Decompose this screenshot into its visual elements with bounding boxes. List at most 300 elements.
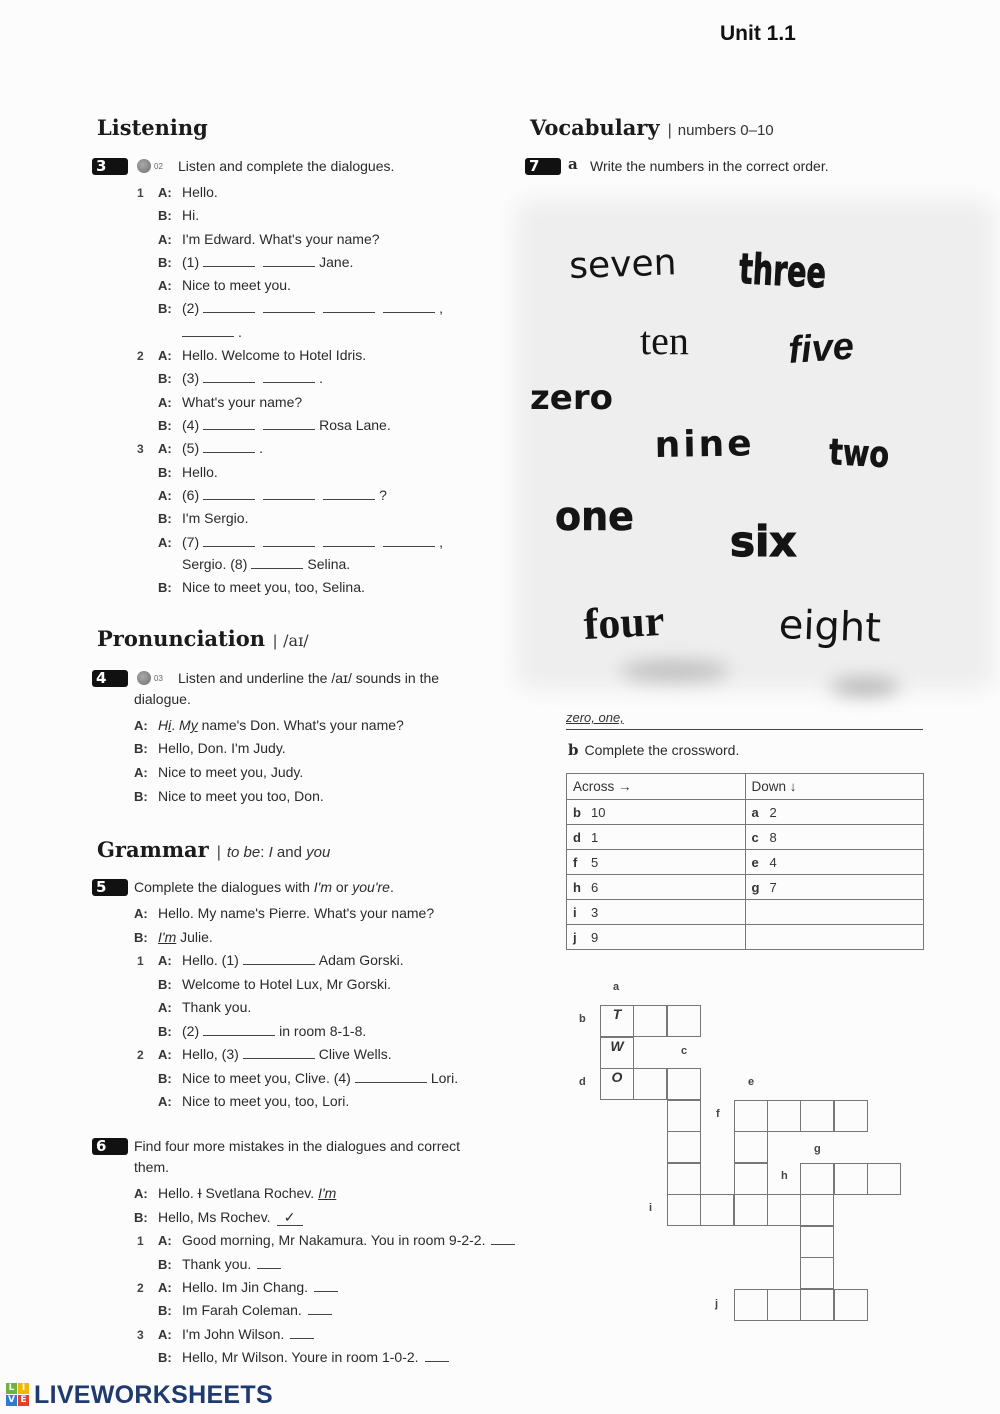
dialogue-text: . <box>238 324 242 340</box>
crossword-cell[interactable] <box>834 1289 868 1321</box>
shadow-decoration <box>620 660 730 682</box>
speaker-label: A: <box>158 1280 172 1295</box>
speaker-label: A: <box>158 348 172 363</box>
dialogue-text: Hello. <box>158 1185 198 1201</box>
dialogue-line <box>134 903 434 923</box>
speaker-label: B: <box>134 789 148 804</box>
dialogue-text: Nice to meet you too, Don. <box>158 788 324 804</box>
dialogue-line <box>134 1230 519 1250</box>
dialogue-text: Nice to meet you, Judy. <box>158 764 304 780</box>
dialogue-text: Good morning, Mr Nakamura. You in room 9-2-2. <box>182 1232 486 1248</box>
speaker-label: B: <box>158 1303 172 1318</box>
across-clue <box>567 850 746 875</box>
number-word: eight <box>778 602 882 652</box>
dialogue-text: (3) <box>182 370 200 386</box>
answer-blank[interactable] <box>203 370 255 383</box>
number-word: zero <box>530 378 613 418</box>
dialogue-text: (1) <box>182 254 200 270</box>
across-clue <box>567 925 746 950</box>
sub-italic: I <box>268 844 273 861</box>
heading-sub: /aɪ/ <box>283 631 309 650</box>
dialogue-number: 3 <box>137 442 144 456</box>
dialogue-line <box>134 762 303 782</box>
dialogue-text: Nice to meet you. <box>182 277 291 293</box>
down-clue <box>745 875 924 900</box>
number-word: nine <box>654 423 756 466</box>
target-word: M <box>179 717 191 733</box>
dialogue-text: Welcome to Hotel Lux, Mr Gorski. <box>182 976 392 992</box>
speaker-label: A: <box>158 395 172 410</box>
clue-key: c <box>751 829 759 845</box>
track-number: 03 <box>154 674 163 683</box>
clue-value: 8 <box>769 829 777 845</box>
divider: | <box>273 633 278 650</box>
section-heading-vocabulary <box>530 115 774 141</box>
checkmark-icon: ✓ <box>277 1209 303 1226</box>
crossword-cell[interactable] <box>767 1194 801 1226</box>
logo-letter-icon: L <box>6 1383 17 1394</box>
underlined-sound: y <box>190 717 198 733</box>
answer-blank[interactable] <box>355 1070 427 1083</box>
track-number: 02 <box>154 162 163 171</box>
answer-blank[interactable] <box>263 487 315 500</box>
dialogue-text: Hello. <box>182 464 218 480</box>
answer-blank[interactable] <box>257 1256 281 1269</box>
dialogue-text: Hello, Don. I'm Judy. <box>158 740 286 756</box>
clue-key: d <box>573 829 581 845</box>
sub-text: and <box>272 844 307 861</box>
number-word: four <box>582 595 666 650</box>
number-order-answer-line[interactable] <box>566 710 923 730</box>
divider: | <box>667 122 672 139</box>
underlined-sound: i <box>168 717 172 733</box>
dialogue-text: Hello. (1) <box>182 952 239 968</box>
crossword-label-g: g <box>814 1143 821 1155</box>
dialogue-line <box>134 1207 303 1227</box>
answer-blank[interactable] <box>203 417 255 430</box>
unit-label: Unit 1.1 <box>720 22 796 45</box>
dialogue-line <box>134 322 242 342</box>
dialogue-text: Hello. Welcome to Hotel Idris. <box>182 347 367 363</box>
crossword-cell[interactable] <box>667 1068 701 1100</box>
answer-blank[interactable] <box>203 440 255 453</box>
logo-letter-icon: V <box>6 1395 17 1406</box>
dialogue-text: Jane. <box>319 254 354 270</box>
clue-key: i <box>573 904 577 920</box>
dialogue-text: Rosa Lane. <box>319 417 391 433</box>
dialogue-line <box>134 786 324 806</box>
dialogue-text: ? <box>379 487 387 503</box>
answer-blank[interactable] <box>251 556 303 569</box>
heading-text: Grammar <box>97 837 209 862</box>
crossword-cell[interactable] <box>800 1163 834 1195</box>
crossword-cell[interactable] <box>800 1100 834 1132</box>
speaker-label: B: <box>158 1257 172 1272</box>
dialogue-line <box>134 1183 336 1203</box>
down-clue <box>745 800 924 825</box>
down-clue <box>745 850 924 875</box>
dialogue-line <box>134 1068 458 1088</box>
answer-blank[interactable] <box>323 300 375 313</box>
dialogue-line <box>134 229 380 249</box>
clues-header-row <box>567 774 924 800</box>
speaker-label: A: <box>158 232 172 247</box>
exercise-instruction: Write the numbers in the correct order. <box>590 158 829 174</box>
heading-text: Vocabulary <box>530 115 660 140</box>
dialogue-line <box>134 577 365 597</box>
speaker-label: B: <box>158 255 172 270</box>
exercise-badge-5: 5 <box>92 879 128 896</box>
dialogue-text: What's your name? <box>182 394 303 410</box>
crossword-cell[interactable] <box>600 1005 634 1037</box>
crossword-cell[interactable] <box>767 1100 801 1132</box>
dialogue-line <box>134 462 218 482</box>
dialogue-text: Selina. <box>307 556 351 572</box>
answer-blank[interactable] <box>383 534 435 547</box>
heading-sub <box>227 844 330 861</box>
dialogue-text: I'm Sergio. <box>182 510 249 526</box>
answer-blank[interactable] <box>263 417 315 430</box>
answer-blank[interactable] <box>263 534 315 547</box>
speaker-label: A: <box>134 765 148 780</box>
clue-row <box>567 850 924 875</box>
dialogue-text: (5) <box>182 440 200 456</box>
dialogue-number: 2 <box>137 1281 144 1295</box>
crossword-cell[interactable] <box>600 1068 634 1100</box>
exercise-instruction: Listen and complete the dialogues. <box>178 158 395 174</box>
instruction-option: I'm <box>313 879 333 895</box>
correction-example: I'm <box>318 1185 337 1201</box>
dialogue-line <box>134 1347 453 1367</box>
dialogue-text: Thank you. <box>182 999 252 1015</box>
crossword-cell[interactable] <box>734 1100 768 1132</box>
dialogue-line <box>134 1324 318 1344</box>
speaker-label: A: <box>158 1094 172 1109</box>
crossword-label-d: d <box>579 1076 586 1088</box>
clue-value: 2 <box>769 804 777 820</box>
dialogue-line <box>134 1021 366 1041</box>
across-clue <box>567 800 746 825</box>
speaker-label: B: <box>158 465 172 480</box>
crossword-cell[interactable] <box>667 1163 701 1195</box>
dialogue-number: 1 <box>137 1234 144 1248</box>
dialogue-line <box>134 392 302 412</box>
across-clue <box>567 825 746 850</box>
speaker-label: B: <box>134 1210 148 1225</box>
crossword-cell[interactable] <box>800 1257 834 1289</box>
speaker-label: A: <box>158 278 172 293</box>
logo-letter-icon: E <box>18 1395 29 1406</box>
dialogue-text: Clive Wells. <box>318 1046 392 1062</box>
clue-value: 6 <box>591 879 599 895</box>
dialogue-text: I'm John Wilson. <box>182 1326 285 1342</box>
clue-value: 4 <box>769 854 777 870</box>
dialogue-line <box>134 974 391 994</box>
speaker-label: A: <box>158 1047 172 1062</box>
crossword-cell[interactable] <box>867 1163 901 1195</box>
speaker-label: B: <box>158 511 172 526</box>
dialogue-line <box>134 205 199 225</box>
speaker-label: A: <box>158 185 172 200</box>
dialogue-text: Lori. <box>430 1070 459 1086</box>
answer-blank[interactable] <box>243 1046 315 1059</box>
number-word: seven <box>568 242 678 287</box>
dialogue-number: 3 <box>137 1328 144 1342</box>
shadow-decoration <box>830 678 900 696</box>
answer-start: zero, one, <box>566 710 624 725</box>
dialogue-line <box>134 1300 336 1320</box>
dialogue-text: Hello. <box>182 184 218 200</box>
crossword-label-a: a <box>613 981 620 993</box>
down-clue <box>745 925 924 950</box>
dialogue-text: Hello. Im Jin Chang. <box>182 1279 309 1295</box>
crossword-cell[interactable] <box>734 1163 768 1195</box>
answer-blank[interactable] <box>263 300 315 313</box>
clue-key: j <box>573 929 577 945</box>
crossword-cell[interactable] <box>834 1100 868 1132</box>
crossword-cell[interactable] <box>667 1131 701 1163</box>
logo-letter-icon: I <box>18 1383 29 1394</box>
section-heading-grammar <box>97 837 330 863</box>
answer-blank[interactable] <box>182 324 234 337</box>
crossword-cell[interactable] <box>734 1131 768 1163</box>
dialogue-line <box>134 532 443 552</box>
clue-key: e <box>751 854 759 870</box>
crossword-label-e: e <box>748 1076 755 1088</box>
clue-key: h <box>573 879 581 895</box>
dialogue-line <box>134 485 387 505</box>
speaker-label: A: <box>134 718 148 733</box>
number-word: two <box>828 432 891 477</box>
down-clue <box>745 900 924 925</box>
sub-italic: to be <box>226 844 261 861</box>
answer-blank[interactable] <box>243 952 315 965</box>
struck-word: I <box>197 1185 202 1201</box>
crossword-cell[interactable] <box>633 1068 667 1100</box>
answer-blank[interactable] <box>323 487 375 500</box>
answer-blank[interactable] <box>491 1232 515 1245</box>
instruction-option: you're <box>352 879 390 895</box>
answer-blank[interactable] <box>203 534 255 547</box>
dialogue-line <box>134 438 263 458</box>
dialogue-text: (2) <box>182 300 200 316</box>
dialogue-line <box>134 1044 392 1064</box>
number-word: six <box>730 517 797 566</box>
exercise-badge-3: 3 <box>92 158 128 175</box>
clue-value: 5 <box>591 854 599 870</box>
dialogue-line <box>134 554 350 574</box>
dialogue-line <box>134 252 353 272</box>
instruction-text: Complete the crossword. <box>584 742 740 758</box>
crossword-label-c: c <box>681 1045 688 1057</box>
crossword-cell[interactable] <box>767 1289 801 1321</box>
dialogue-number: 2 <box>137 1048 144 1062</box>
speaker-label: B: <box>158 208 172 223</box>
dialogue-line <box>134 715 404 735</box>
dialogue-line <box>134 927 213 947</box>
answer-blank[interactable] <box>308 1302 332 1315</box>
answer-blank[interactable] <box>203 487 255 500</box>
sub-text: : <box>260 844 269 861</box>
dialogue-text: , <box>439 300 444 316</box>
speaker-label: B: <box>158 977 172 992</box>
crossword-cell[interactable] <box>700 1194 734 1226</box>
dialogue-line <box>134 415 391 435</box>
speaker-label: A: <box>158 1233 172 1248</box>
dialogue-text: Hello, (3) <box>182 1046 239 1062</box>
instruction-text: Complete the dialogues with <box>134 879 314 895</box>
speaker-label: B: <box>134 741 148 756</box>
answer-blank[interactable] <box>203 254 255 267</box>
exercise-instruction: Listen and underline the /aɪ/ sounds in the dialogue. <box>134 670 440 707</box>
clue-value: 3 <box>591 904 599 920</box>
clue-value: 7 <box>769 879 777 895</box>
down-header: Down ↓ <box>745 774 924 800</box>
crossword-cell[interactable] <box>667 1005 701 1037</box>
heading-sub: numbers 0–10 <box>677 122 774 139</box>
crossword-label-i: i <box>649 1202 653 1214</box>
dialogue-line <box>134 1277 342 1297</box>
dialogue-line <box>134 508 248 528</box>
answer-blank[interactable] <box>290 1326 314 1339</box>
dialogue-text: I'm Edward. What's your name? <box>182 231 380 247</box>
crossword-cell[interactable] <box>734 1194 768 1226</box>
number-word: five <box>787 325 856 373</box>
across-header: Across → <box>567 774 746 800</box>
speaker-label: B: <box>158 418 172 433</box>
dialogue-text: , <box>439 534 444 550</box>
speaker-label: B: <box>158 301 172 316</box>
clues-table <box>566 773 924 950</box>
dialogue-line <box>134 298 443 318</box>
heading-text: Listening <box>97 115 208 140</box>
number-word: one <box>555 494 634 540</box>
crossword-cell[interactable] <box>667 1194 701 1226</box>
dialogue-text: Hi. <box>182 207 200 223</box>
heading-text: Pronunciation <box>97 626 265 651</box>
dialogue-number: 1 <box>137 954 144 968</box>
speaker-label: B: <box>158 1024 172 1039</box>
speaker-label: A: <box>158 953 172 968</box>
dialogue-line <box>134 997 251 1017</box>
answer-blank[interactable] <box>203 300 255 313</box>
dialogue-line <box>134 345 366 365</box>
exercise-instruction <box>134 877 394 898</box>
speaker-label: A: <box>134 906 148 921</box>
answer-blank[interactable] <box>323 534 375 547</box>
prefilled-letter: O <box>611 1069 623 1085</box>
clue-row <box>567 925 924 950</box>
dialogue-text: (6) <box>182 487 200 503</box>
dialogue-text: Sergio. (8) <box>182 556 248 572</box>
clue-value: 9 <box>591 929 599 945</box>
clue-key: f <box>573 854 578 870</box>
crossword-cell[interactable] <box>734 1289 768 1321</box>
dialogue-text: in room 8-1-8. <box>279 1023 367 1039</box>
dialogue-text: Adam Gorski. <box>318 952 404 968</box>
logo-text: LIVEWORKSHEETS <box>34 1381 273 1409</box>
clue-key: a <box>751 804 759 820</box>
clue-row <box>567 800 924 825</box>
answer-blank[interactable] <box>383 300 435 313</box>
clue-key: g <box>751 879 760 895</box>
crossword-label-h: h <box>781 1170 788 1182</box>
sub-italic: you <box>306 844 331 861</box>
crossword-cell[interactable] <box>667 1100 701 1132</box>
cd-audio-icon[interactable] <box>137 159 151 173</box>
dialogue-text: Hello, Ms Rochev. <box>158 1209 271 1225</box>
crossword-label-b: b <box>579 1013 586 1025</box>
dialogue-text: Thank you. <box>182 1256 252 1272</box>
exercise-badge-6: 6 <box>92 1138 128 1155</box>
answer-blank[interactable] <box>263 370 315 383</box>
speaker-label: A: <box>158 1000 172 1015</box>
dialogue-text: Nice to meet you, Clive. (4) <box>182 1070 351 1086</box>
answer-blank[interactable] <box>263 254 315 267</box>
answer-blank[interactable] <box>314 1279 338 1292</box>
dialogue-text: (4) <box>182 417 200 433</box>
speaker-label: B: <box>158 371 172 386</box>
crossword-cell[interactable] <box>600 1037 634 1069</box>
dialogue-text: Hello. My name's Pierre. What's your name? <box>158 905 435 921</box>
dialogue-text: Svetlana Rochev. <box>201 1185 319 1201</box>
crossword-label-j: j <box>715 1298 719 1310</box>
number-word: ten <box>640 318 689 363</box>
answer-blank[interactable] <box>425 1349 449 1362</box>
answer-blank[interactable] <box>203 1023 275 1036</box>
crossword-cell[interactable] <box>834 1163 868 1195</box>
crossword-cell[interactable] <box>800 1226 834 1258</box>
clue-value: 10 <box>591 804 606 820</box>
dialogue-line <box>134 1254 285 1274</box>
dialogue-text: name's Don. What's your name? <box>197 717 404 733</box>
prefilled-letter: T <box>612 1006 622 1022</box>
crossword-cell[interactable] <box>800 1289 834 1321</box>
instruction-text: . <box>389 879 394 895</box>
dialogue-line <box>134 368 323 388</box>
speaker-label: B: <box>158 580 172 595</box>
across-clue <box>567 875 746 900</box>
exercise-instruction: Find four more mistakes in the dialogues and correct them. <box>134 1138 461 1175</box>
crossword-cell[interactable] <box>800 1194 834 1226</box>
clue-row <box>567 825 924 850</box>
dialogue-line <box>134 738 286 758</box>
dialogue-line <box>134 182 218 202</box>
target-word: H <box>158 717 169 733</box>
dialogue-text: (2) <box>182 1023 200 1039</box>
speaker-label: A: <box>158 441 172 456</box>
part-b-label: b <box>568 741 579 759</box>
speaker-label: A: <box>158 1327 172 1342</box>
dialogue-line <box>134 950 404 970</box>
dialogue-text: Julie. <box>176 929 213 945</box>
dialogue-line <box>134 275 291 295</box>
number-word: three <box>738 244 828 298</box>
down-clue <box>745 825 924 850</box>
across-clue <box>567 900 746 925</box>
speaker-label: B: <box>158 1071 172 1086</box>
dialogue-number: 1 <box>137 186 144 200</box>
dialogue-line <box>134 1091 349 1111</box>
section-heading-listening <box>97 115 208 141</box>
speaker-label: B: <box>158 1350 172 1365</box>
crossword-cell[interactable] <box>633 1005 667 1037</box>
prefilled-letter: W <box>610 1038 624 1054</box>
dialogue-text: . <box>259 440 264 456</box>
dialogue-text: Nice to meet you, too, Selina. <box>182 579 365 595</box>
instruction-text: or <box>332 879 353 895</box>
example-answer: I'm <box>158 929 177 945</box>
